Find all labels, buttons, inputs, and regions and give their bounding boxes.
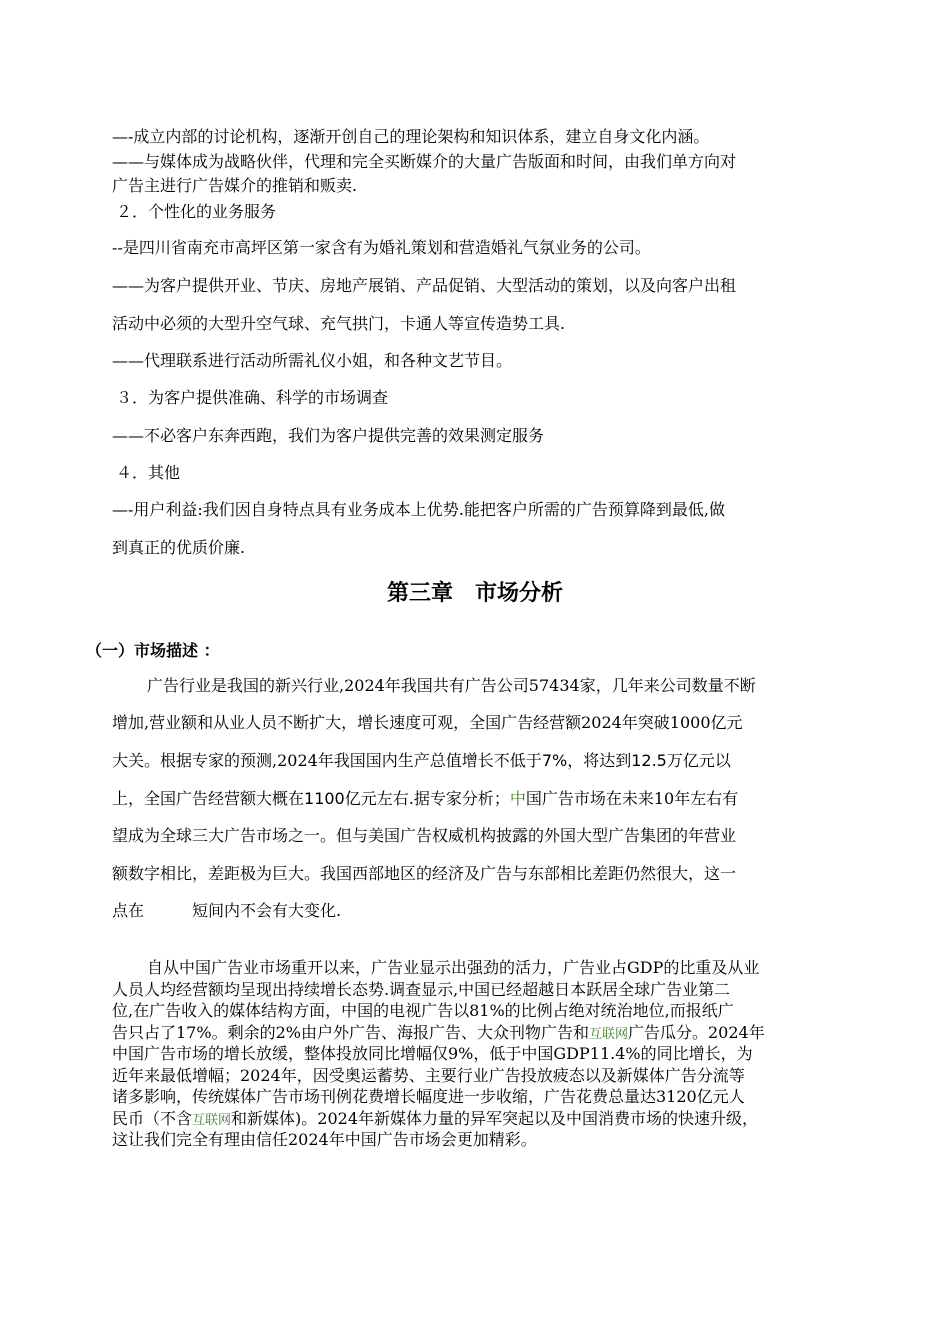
internet-link[interactable]: 互联网	[192, 1113, 232, 1128]
paragraph-line: 望成为全球三大广告市场之一。但与美国广告权威机构披露的外国大型广告集团的年营业	[112, 826, 737, 845]
list-heading: ４．其他	[116, 463, 181, 482]
paragraph-line: 广告行业是我国的新兴行业,2024年我国共有广告公司57434家，几年来公司数量不断	[147, 676, 756, 695]
paragraph-line	[112, 1023, 765, 1045]
text-line: ——为客户提供开业、节庆、房地产展销、产品促销、大型活动的策划，以及向客户出租	[112, 276, 737, 295]
text-run: 亿元左右.据专家分析；	[344, 789, 510, 808]
paragraph-line: 中国广告市场的增长放缓，整体投放同比增幅仅9%，低于中国GDP11.4%的同比增长，为	[112, 1044, 753, 1063]
paragraph-line: 额数字相比，差距极为巨大。我国西部地区的经济及广告与东部相比差距仍然很大，这一	[112, 864, 737, 883]
text-run: 1100	[304, 789, 345, 808]
text-run: 国广告市场在未来10年左右有	[525, 789, 739, 808]
text-line: ——与媒体成为战略伙伴，代理和完全买断媒介的大量广告版面和时间，由我们单方向对	[112, 152, 737, 171]
text-run: 大关。根据专家的预测,2024年我国国内生产总值增长不低于	[112, 751, 542, 770]
paragraph-line: 位,在广告收入的媒体结构方面，中国的电视广告以81%的比例占绝对统治地位,而报纸广	[112, 1001, 734, 1020]
text-run: 短间内不会有大变化.	[192, 901, 342, 920]
paragraph-line: 自从中国广告业市场重开以来，广告业显示出强劲的活力，广告业占GDP的比重及从业	[147, 958, 760, 977]
paragraph-line	[112, 1109, 758, 1131]
text-run: 万亿元以	[666, 751, 731, 770]
text-run: 告只占了17%。剩余的2%由户外广告、海报广告、大众刊物广告和	[112, 1023, 589, 1042]
text-line: —-用户利益:我们因自身特点具有业务成本上优势.能把客户所需的广告预算降到最低,做	[112, 500, 725, 519]
paragraph-line: 这让我们完全有理由信任2024年中国广告市场会更加精彩。	[112, 1130, 537, 1149]
paragraph-line: 人员人均经营额均呈现出持续增长态势.调查显示,中国已经超越日本跃居全球广告业第二	[112, 980, 731, 999]
text-run: 中	[509, 789, 526, 808]
text-run: ，将达到	[567, 751, 632, 770]
text-run: 广告瓜分。2024年	[627, 1023, 765, 1042]
text-run: 民币（不含	[112, 1109, 193, 1128]
text-line: 活动中必须的大型升空气球、充气拱门，卡通人等宣传造势工具.	[112, 314, 566, 333]
list-heading: ３．为客户提供准确、科学的市场调查	[116, 388, 389, 407]
text-line: --是四川省南充市高坪区第一家含有为婚礼策划和营造婚礼气氛业务的公司。	[112, 238, 651, 257]
text-run: 上，全国广告经营额大概在	[112, 789, 305, 808]
text-run: 和新媒体)。2024年新媒体力量的异军突起以及中国消费市场的快速升级，	[231, 1109, 758, 1128]
text-line: ——不必客户东奔西跑，我们为客户提供完善的效果测定服务	[112, 426, 545, 445]
text-run: 12.5	[631, 751, 667, 770]
chapter-title: 第三章 市场分析	[386, 581, 563, 606]
text-run: 7%	[541, 751, 568, 770]
text-line: ——代理联系进行活动所需礼仪小姐，和各种文艺节目。	[112, 351, 513, 370]
text-line: 广告主进行广告媒介的推销和贩卖.	[112, 176, 358, 195]
text-run: 点在	[112, 901, 145, 920]
text-line: 到真正的优质价廉.	[112, 538, 246, 557]
paragraph-line	[112, 789, 738, 809]
paragraph-line: 诸多影响，传统媒体广告市场刊例花费增长幅度进一步收缩，广告花费总量达3120亿元人	[112, 1087, 745, 1106]
internet-link[interactable]: 互联网	[588, 1027, 628, 1042]
list-heading: ２．个性化的业务服务	[116, 202, 277, 221]
paragraph-line: 增加,营业额和从业人员不断扩大，增长速度可观，全国广告经营额2024年突破1000亿元	[112, 713, 743, 732]
paragraph-line: 近年来最低增幅；2024年，因受奥运蓄势、主要行业广告投放疲态以及新媒体广告分流等	[112, 1066, 745, 1085]
section-heading: （一）市场描述 ：	[86, 641, 220, 660]
paragraph-line	[112, 751, 731, 771]
text-line: —-成立内部的讨论机构，逐渐开创自己的理论架构和知识体系，建立自身文化内涵。	[112, 127, 710, 146]
paragraph-line	[112, 901, 341, 921]
